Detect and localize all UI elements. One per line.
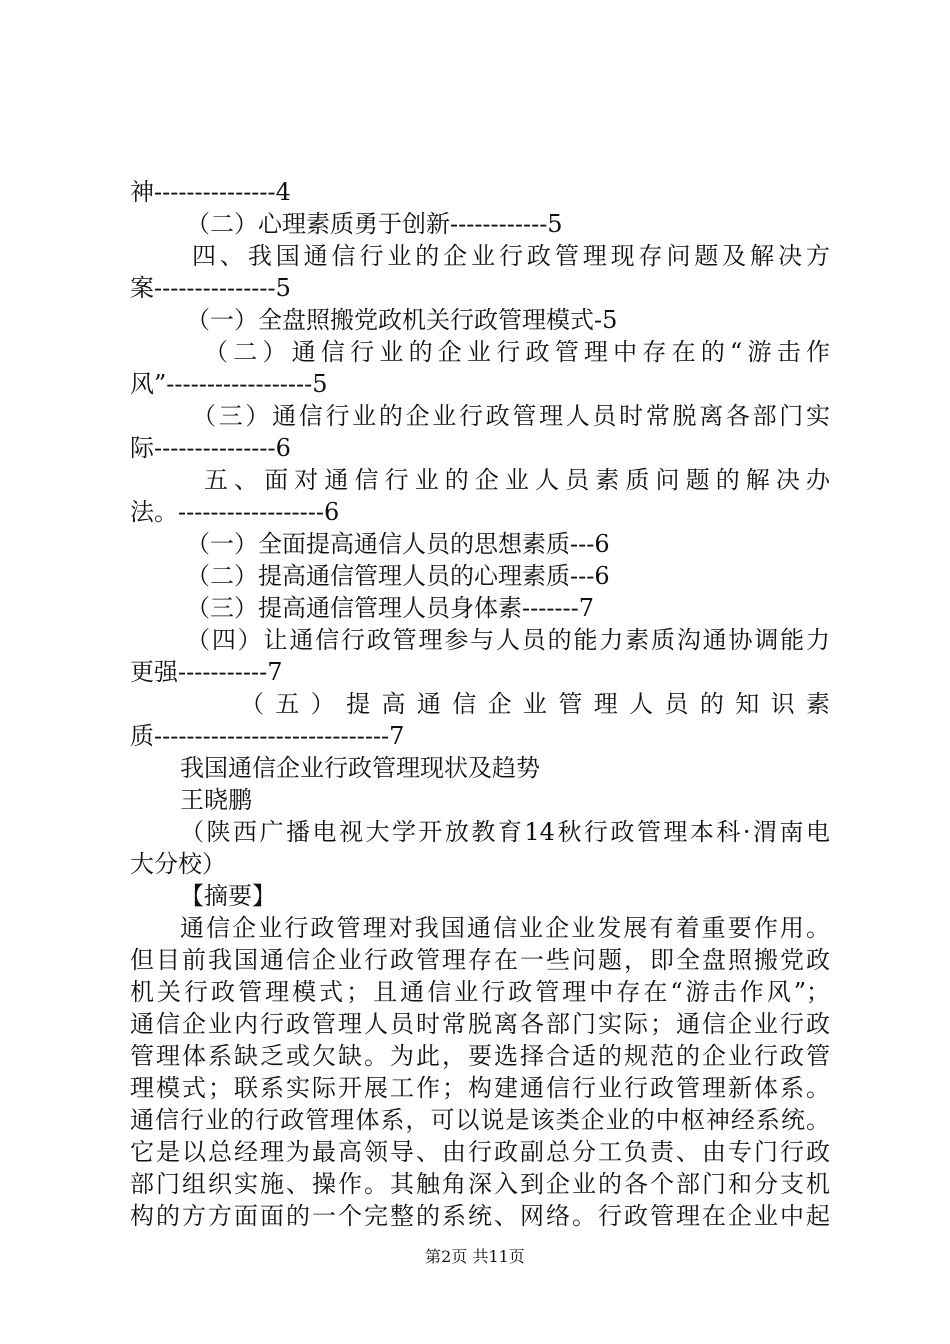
toc-line: （二）提高通信管理人员的心理素质---6 (186, 562, 610, 590)
author-name: 王晓鹏 (180, 786, 252, 814)
toc-line: （三）提高通信管理人员身体素-------7 (186, 594, 595, 622)
abstract-line: 通信企业内行政管理人员时常脱离各部门实际；通信企业行政 (130, 1010, 830, 1038)
toc-line: 神---------------4 (130, 178, 291, 206)
toc-line: 五、面对通信行业的企业人员素质问题的解决办 (204, 466, 830, 494)
abstract-line: 管理体系缺乏或欠缺。为此，要选择合适的规范的企业行政管 (130, 1042, 830, 1070)
abstract-line: 但目前我国通信企业行政管理存在一些问题，即全盘照搬党政 (130, 946, 830, 974)
toc-line: 法。------------------6 (130, 498, 340, 526)
abstract-line: 机关行政管理模式；且通信业行政管理中存在“游击作风”； (130, 978, 830, 1006)
page-footer: 第2页 共11页 (425, 1247, 525, 1266)
toc-line: 四、我国通信行业的企业行政管理现存问题及解决方 (192, 242, 830, 270)
toc-line: 际---------------6 (130, 434, 291, 462)
toc-line: （一）全面提高通信人员的思想素质---6 (186, 530, 610, 558)
toc-line: 更强-----------7 (130, 658, 283, 686)
toc-line: （二）心理素质勇于创新------------5 (186, 210, 563, 238)
toc-line: 风”------------------5 (130, 370, 328, 398)
abstract-line: 通信企业行政管理对我国通信业企业发展有着重要作用。 (180, 914, 830, 942)
abstract-line: 它是以总经理为最高领导、由行政副总分工负责、由专门行政 (130, 1138, 830, 1166)
toc-line: 案---------------5 (130, 274, 291, 302)
abstract-heading: 【摘要】 (180, 882, 276, 910)
toc-line: （一）全盘照搬党政机关行政管理模式-5 (186, 306, 618, 334)
abstract-line: 通信行业的行政管理体系，可以说是该类企业的中枢神经系统。 (130, 1106, 830, 1134)
toc-line: （三）通信行业的企业行政管理人员时常脱离各部门实 (192, 402, 830, 430)
author-affiliation: （陕西广播电视大学开放教育14秋行政管理本科·渭南电 (180, 818, 830, 846)
abstract-line: 构的方方面面的一个完整的系统、网络。行政管理在企业中起 (130, 1202, 830, 1230)
author-affiliation: 大分校） (130, 850, 226, 878)
toc-line: 质-----------------------------7 (130, 722, 405, 750)
article-title: 我国通信企业行政管理现状及趋势 (180, 754, 540, 782)
abstract-line: 理模式；联系实际开展工作；构建通信行业行政管理新体系。 (130, 1074, 830, 1102)
toc-line: （四）让通信行政管理参与人员的能力素质沟通协调能力 (186, 626, 830, 654)
toc-line: （五）提高通信企业管理人员的知识素 (240, 690, 830, 718)
toc-line: （二）通信行业的企业行政管理中存在的“游击作 (204, 338, 830, 366)
abstract-line: 部门组织实施、操作。其触角深入到企业的各个部门和分支机 (130, 1170, 830, 1198)
